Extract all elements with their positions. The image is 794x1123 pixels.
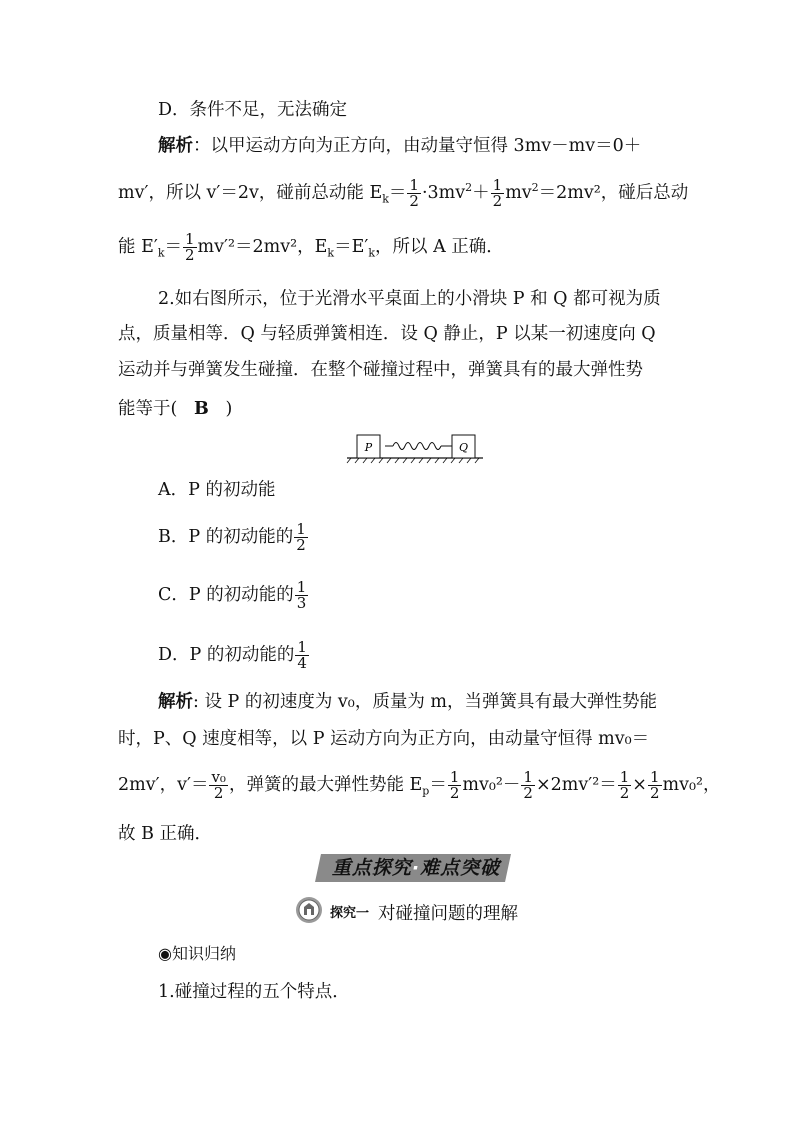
frac-num: 1 bbox=[184, 230, 195, 248]
fraction-half bbox=[618, 770, 632, 801]
fraction-half bbox=[491, 175, 505, 210]
frac-den: 2 bbox=[492, 191, 503, 210]
q2-answer: B bbox=[194, 399, 209, 419]
sub-k: k bbox=[157, 246, 165, 260]
frac-num: 1 bbox=[619, 768, 630, 786]
frac-num: 1 bbox=[296, 578, 307, 596]
q2-line4 bbox=[118, 397, 232, 421]
spring-blocks-diagram bbox=[345, 430, 485, 466]
option-b bbox=[158, 522, 309, 553]
analysis1-label: 解析 bbox=[158, 136, 193, 156]
sub-k: k bbox=[368, 246, 375, 260]
analysis2-line3 bbox=[118, 770, 721, 804]
frac-den: 2 bbox=[649, 784, 660, 802]
q2-line3: 运动并与弹簧发生碰撞．在整个碰撞过程中，弹簧具有的最大弹性势 bbox=[118, 360, 643, 380]
analysis1-text3a: 能 E′ bbox=[118, 237, 158, 257]
frac-num: 1 bbox=[409, 175, 419, 194]
analysis2-line2: 时，P、Q 速度相等，以 P 运动方向为正方向，由动量守恒得 mv₀＝ bbox=[118, 729, 650, 749]
sub-k: k bbox=[327, 246, 335, 260]
frac-den: 2 bbox=[184, 246, 195, 264]
analysis1-mid2: mv bbox=[505, 182, 532, 203]
option-d-prev: D．条件不足，无法确定 bbox=[158, 100, 348, 120]
option-a: A．P 的初动能 bbox=[158, 480, 276, 500]
analysis1-mid3: mv′²＝2mv²，E bbox=[197, 237, 328, 257]
block-p-label: P bbox=[364, 441, 373, 454]
sub-k: k bbox=[382, 192, 389, 206]
option-d-text: D．P 的初动能的 bbox=[158, 645, 295, 665]
frac-num: 1 bbox=[297, 638, 307, 656]
fraction-v0-2 bbox=[209, 770, 228, 801]
analysis2-label: 解析 bbox=[158, 692, 193, 712]
analysis1-mid: ·3mv bbox=[421, 182, 466, 203]
frac-num: 1 bbox=[649, 768, 660, 786]
frac-num: 1 bbox=[449, 768, 460, 786]
analysis1-mid4: ＝E′ bbox=[334, 237, 369, 257]
section-banner bbox=[318, 853, 514, 883]
frac-num: 1 bbox=[492, 175, 503, 194]
frac-den: 2 bbox=[213, 784, 224, 802]
q2-paren-open: 能等于( bbox=[118, 399, 178, 419]
fraction-b bbox=[294, 522, 308, 553]
plus: ＋ bbox=[472, 182, 490, 203]
ground-hatch bbox=[347, 458, 479, 463]
analysis1-text1: ：以甲运动方向为正方向，由动量守恒得 3mv－mv＝0＋ bbox=[193, 136, 642, 156]
analysis1-text2a: mv′，所以 v′＝2v，碰前总动能 E bbox=[118, 182, 383, 203]
analysis2-text3e: ×2mv′²＝ bbox=[535, 775, 617, 795]
analysis2-text3g: mv₀²， bbox=[662, 775, 721, 795]
fraction-c bbox=[295, 580, 309, 611]
analysis1-line1 bbox=[158, 134, 641, 158]
eq: ＝ bbox=[388, 182, 407, 203]
frac-den: 2 bbox=[619, 784, 630, 802]
option-c bbox=[158, 580, 309, 611]
analysis2-text3f: × bbox=[632, 775, 647, 795]
analysis2-text3d: mv₀²－ bbox=[462, 775, 521, 795]
banner-dot: · bbox=[411, 857, 421, 879]
option-c-text: C．P 的初动能的 bbox=[158, 585, 294, 605]
analysis1-end: ＝2mv²，碰后总动 bbox=[538, 182, 689, 203]
analysis2-text3b: ，弹簧的最大弹性势能 E bbox=[228, 775, 423, 795]
banner-left: 重点探究 bbox=[331, 857, 412, 879]
frac-num: v₀ bbox=[211, 768, 226, 786]
fraction-half bbox=[407, 175, 421, 210]
block-q-label: Q bbox=[458, 441, 469, 454]
frac-den: 2 bbox=[449, 784, 460, 802]
analysis1-line3 bbox=[118, 232, 504, 266]
knowledge-heading: ◉知识归纳 bbox=[158, 944, 236, 963]
fraction-half bbox=[521, 770, 535, 801]
section-emblem-icon bbox=[295, 896, 323, 924]
section-label: 探究一 bbox=[330, 906, 370, 921]
section-title: 对碰撞问题的理解 bbox=[378, 904, 518, 924]
analysis2-line1 bbox=[158, 690, 657, 714]
knowledge-item-1: 1.碰撞过程的五个特点． bbox=[158, 982, 350, 1002]
q2-line2: 点，质量相等．Q 与轻质弹簧相连．设 Q 静止，P 以某一初速度向 Q bbox=[118, 324, 656, 344]
frac-num: 1 bbox=[523, 768, 533, 786]
fraction-half bbox=[183, 232, 197, 263]
fraction-d bbox=[295, 640, 309, 671]
frac-den: 2 bbox=[409, 191, 419, 210]
frac-den: 2 bbox=[523, 784, 533, 802]
frac-den: 4 bbox=[297, 654, 307, 672]
analysis2-line4: 故 B 正确． bbox=[118, 824, 212, 844]
frac-num: 1 bbox=[296, 520, 306, 538]
q2-line1: 2.如右图所示，位于光滑水平桌面上的小滑块 P 和 Q 都可视为质 bbox=[158, 289, 661, 309]
option-b-text: B．P 的初动能的 bbox=[158, 527, 294, 547]
spring bbox=[393, 443, 441, 450]
analysis2-text1: : 设 P 的初速度为 v₀，质量为 m，当弹簧具有最大弹性势能 bbox=[193, 692, 657, 712]
eq: ＝ bbox=[429, 775, 447, 795]
frac-den: 3 bbox=[296, 594, 307, 612]
frac-den: 2 bbox=[296, 536, 306, 554]
analysis2-text3a: 2mv′，v′＝ bbox=[118, 775, 209, 795]
sub-p: p bbox=[422, 784, 430, 798]
analysis1-line2: mv′，所以 v′＝2v，碰前总动能 $E_k=$ $\frac{1}{2}$ $\cdot 3mv^2+$ $\frac{1}{2}$ $mv^2=2mv^2$，碰后总动 bbox=[118, 175, 689, 210]
fraction-half bbox=[448, 770, 462, 801]
fraction-half bbox=[648, 770, 662, 801]
analysis1-end3: ，所以 A 正确． bbox=[375, 237, 504, 257]
banner-right: 难点突破 bbox=[420, 857, 501, 879]
eq: ＝ bbox=[164, 237, 182, 257]
q2-paren-close: ) bbox=[225, 399, 233, 419]
option-d bbox=[158, 640, 310, 671]
